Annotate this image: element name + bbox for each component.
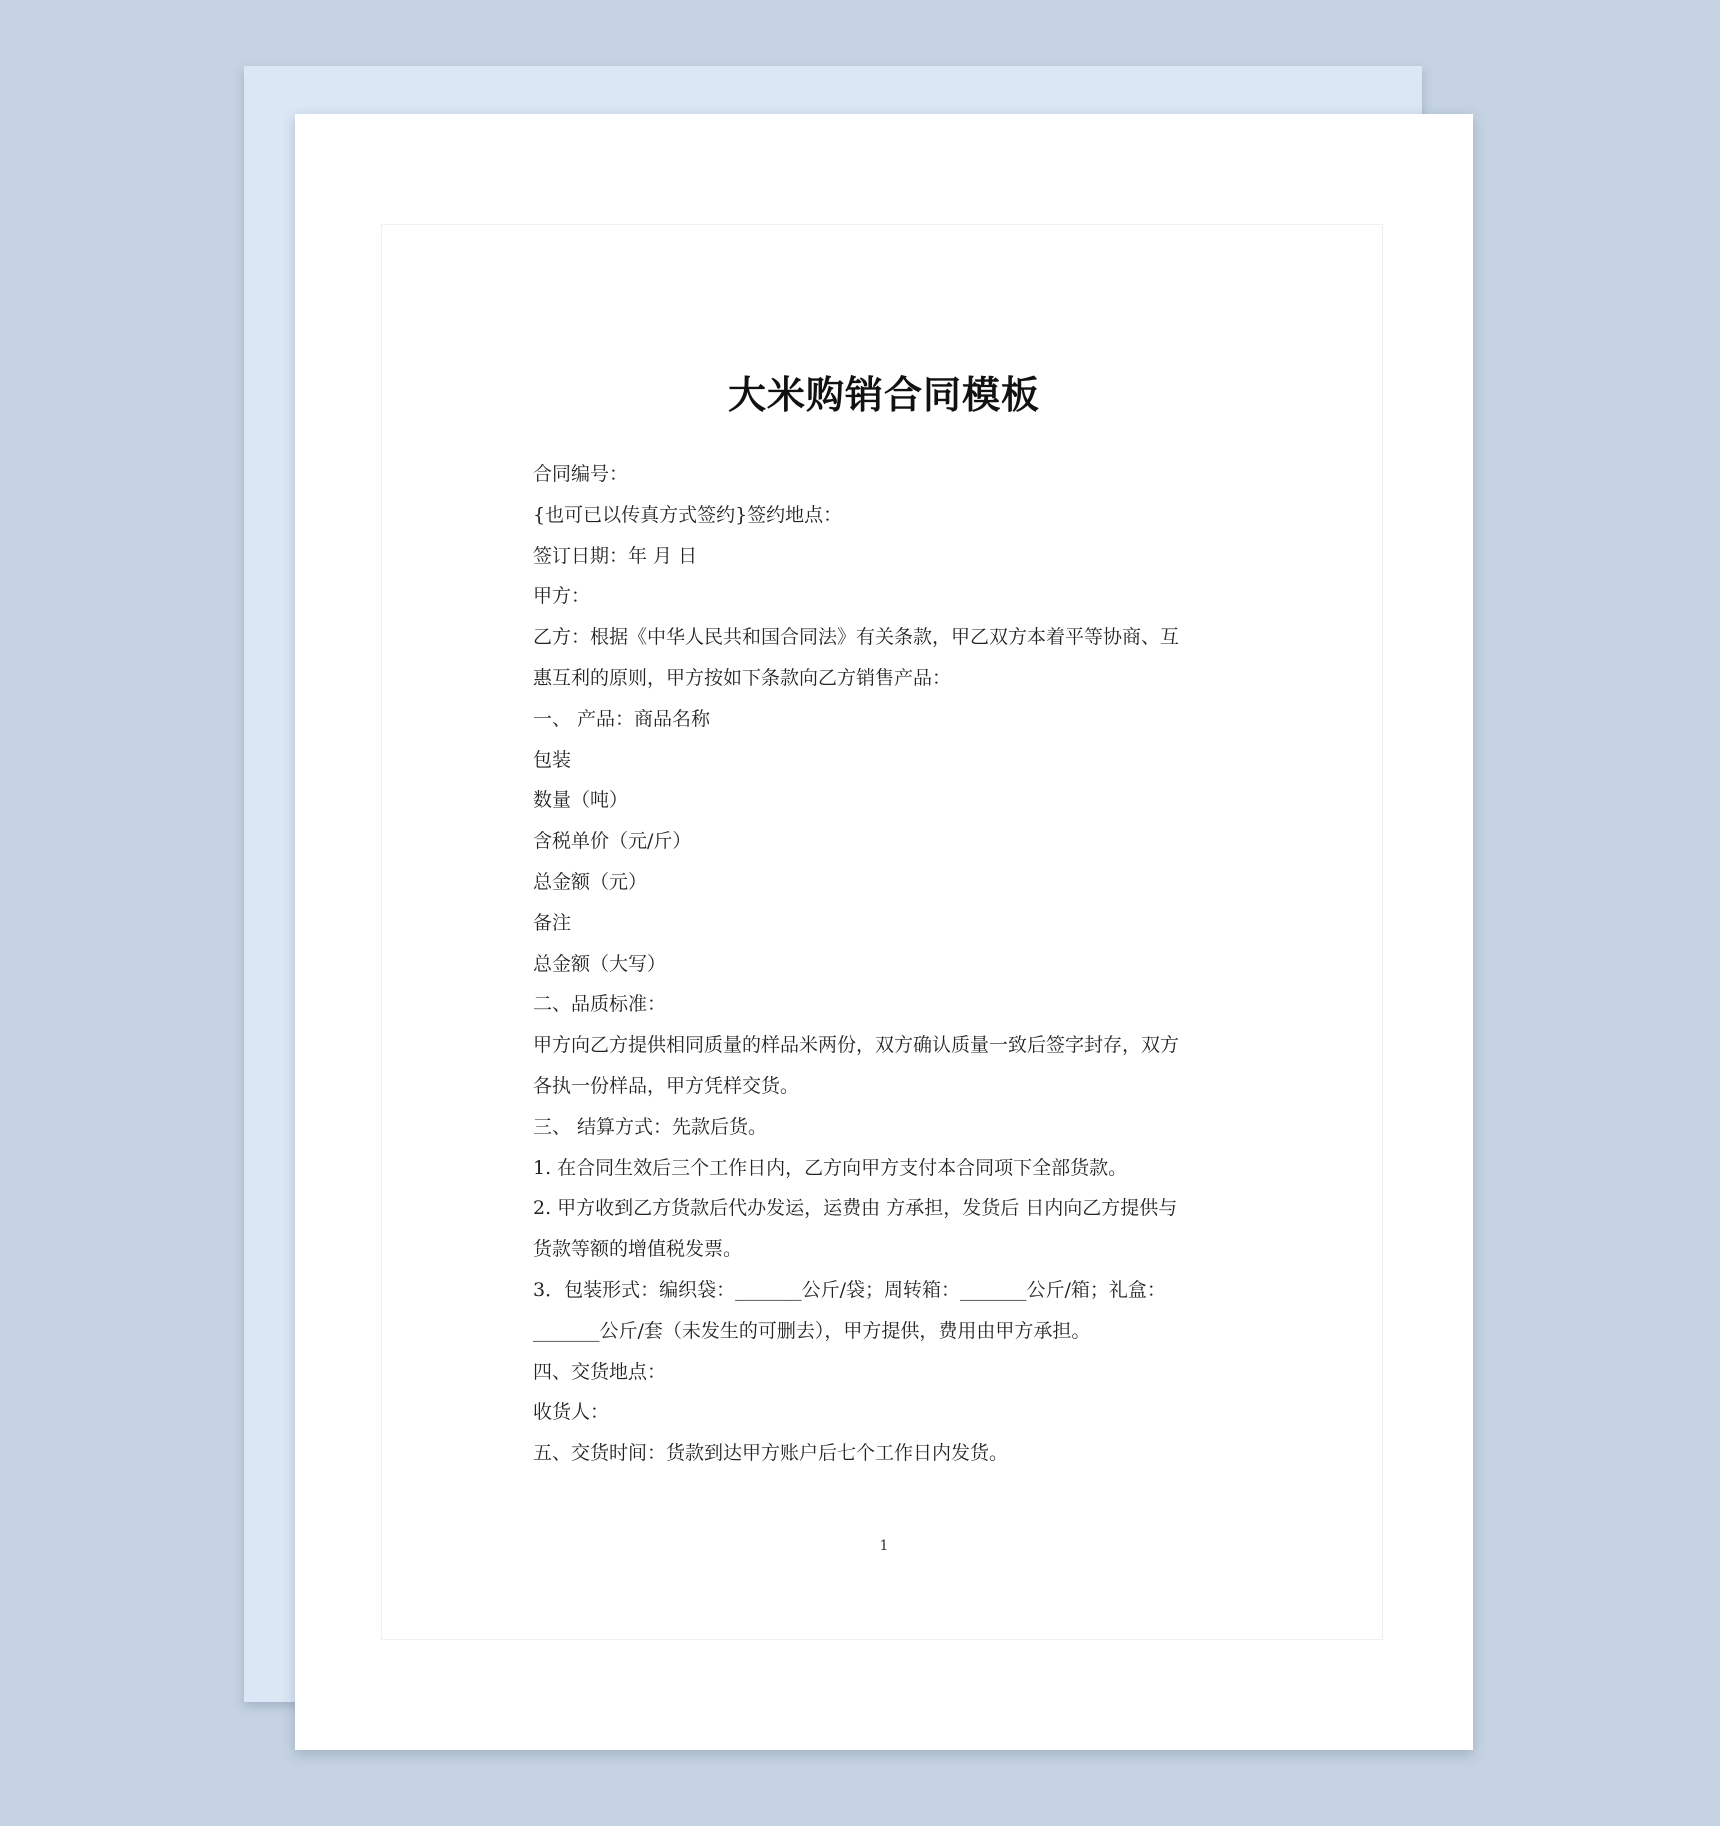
party-b-line: 乙方：根据《中华人民共和国合同法》有关条款，甲乙双方本着平等协商、互	[533, 626, 1180, 649]
contract-number-line: 合同编号：	[533, 463, 629, 485]
unit-price-line: 含税单价（元/斤）	[533, 830, 692, 853]
section-settlement-heading: 三、 结算方式：先款后货。	[533, 1115, 768, 1138]
party-a-line: 甲方：	[533, 585, 591, 608]
packaging-form-clause-cont: _______公斤/套（未发生的可删去），甲方提供，费用由甲方承担。	[533, 1319, 1091, 1342]
section-delivery-time-heading: 五、交货时间：货款到达甲方账户后七个工作日内发货。	[533, 1442, 1009, 1465]
remarks-line: 备注	[533, 911, 572, 934]
total-amount-words-line: 总金额（大写）	[533, 952, 667, 975]
quality-text-line-2: 各执一份样品，甲方凭样交货。	[533, 1074, 800, 1097]
signing-date-line: 签订日期：年 月 日	[533, 544, 698, 567]
document-body	[533, 454, 1223, 1474]
packaging-line: 包装	[533, 748, 572, 771]
settlement-clause-1: 1. 在合同生效后三个工作日内，乙方向甲方支付本合同项下全部货款。	[533, 1156, 1128, 1179]
section-delivery-place-heading: 四、交货地点：	[533, 1360, 667, 1383]
page-number: 1	[879, 1538, 889, 1554]
section-quality-heading: 二、品质标准：	[533, 993, 667, 1016]
document-title: 大米购销合同模板	[727, 373, 1040, 417]
settlement-clause-2: 2. 甲方收到乙方货款后代办发运，运费由 方承担，发货后 日内向乙方提供与	[533, 1197, 1178, 1220]
principle-line: 惠互利的原则，甲方按如下条款向乙方销售产品：	[533, 666, 952, 689]
quantity-line: 数量（吨）	[533, 789, 629, 812]
quality-text-line-1: 甲方向乙方提供相同质量的样品米两份，双方确认质量一致后签字封存，双方	[533, 1034, 1180, 1057]
document-page	[295, 114, 1473, 1750]
receiver-line: 收货人：	[533, 1401, 610, 1424]
total-amount-line: 总金额（元）	[533, 870, 648, 893]
section-product-heading: 一、 产品：商品名称	[533, 707, 711, 730]
packaging-form-clause: 3．包装形式：编织袋：_______公斤/袋；周转箱：_______公斤/箱；礼盒：	[533, 1278, 1166, 1301]
settlement-clause-2-cont: 货款等额的增值税发票。	[533, 1238, 743, 1261]
signing-place-line: {也可已以传真方式签约}签约地点：	[533, 503, 843, 526]
